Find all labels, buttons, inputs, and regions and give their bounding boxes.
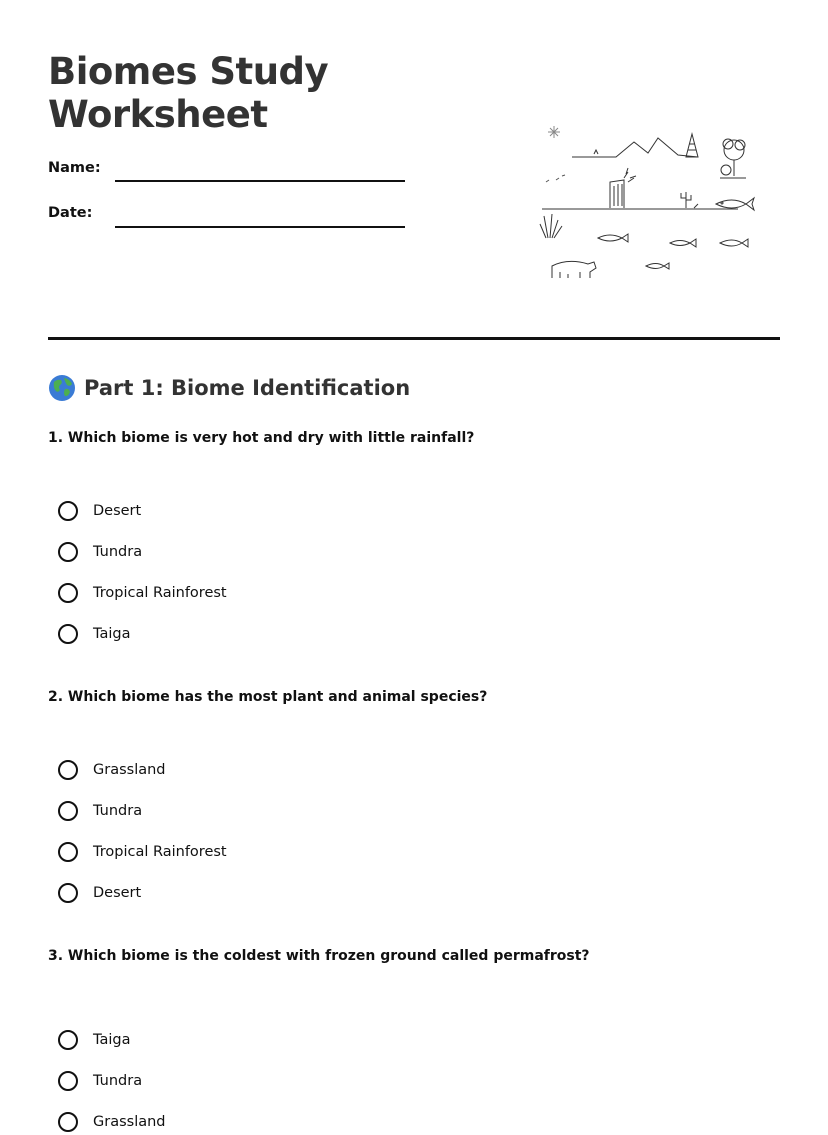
option-label: Taiga: [93, 626, 131, 642]
option-tropical-rainforest[interactable]: [58, 580, 227, 606]
radio-button[interactable]: [58, 542, 78, 562]
option-label: Desert: [93, 885, 142, 901]
question-text: 1. Which biome is very hot and dry with little rainfall?: [48, 430, 475, 446]
pine-tree-icon: [686, 134, 698, 157]
bear-icon: [552, 261, 596, 278]
question-2: [48, 687, 788, 901]
snowflake-icon: [548, 126, 560, 138]
tree-icon: [720, 139, 746, 178]
option-label: Tropical Rainforest: [93, 585, 227, 601]
option-label: Desert: [93, 503, 142, 519]
option-taiga[interactable]: [58, 621, 130, 647]
question-3: [48, 946, 788, 1130]
mountains-icon: [572, 138, 698, 157]
globe-icon: [48, 374, 76, 402]
cactus-icon: [681, 192, 698, 208]
radio-button[interactable]: [58, 501, 78, 521]
option-label: Tropical Rainforest: [93, 844, 227, 860]
option-label: Grassland: [93, 762, 166, 778]
name-field[interactable]: [115, 180, 405, 182]
part1-heading: [48, 374, 410, 402]
waterfall-icon: [610, 168, 636, 208]
option-tropical-rainforest[interactable]: [58, 839, 227, 865]
radio-button[interactable]: [58, 842, 78, 862]
date-label: Date:: [48, 205, 93, 221]
fish-icon: [720, 239, 748, 247]
option-label: Tundra: [93, 1073, 143, 1089]
name-label: Name:: [48, 160, 101, 176]
fish-icon: [716, 198, 754, 210]
grass-icon: [540, 214, 562, 238]
question-1: [48, 428, 788, 642]
question-text: 3. Which biome is the coldest with frozen ground called permafrost?: [48, 948, 590, 964]
fish-icon: [646, 263, 669, 269]
question-text: 2. Which biome has the most plant and animal species?: [48, 689, 488, 705]
fish-icon: [670, 239, 696, 247]
radio-button[interactable]: [58, 583, 78, 603]
radio-button[interactable]: [58, 1112, 78, 1132]
option-desert[interactable]: [58, 498, 141, 524]
radio-button[interactable]: [58, 760, 78, 780]
radio-button[interactable]: [58, 1030, 78, 1050]
option-desert[interactable]: [58, 880, 141, 906]
option-taiga[interactable]: [58, 1027, 130, 1053]
option-tundra[interactable]: [58, 539, 142, 565]
worksheet-title: Biomes Study Worksheet: [48, 50, 329, 136]
option-label: Grassland: [93, 1114, 166, 1130]
option-label: Taiga: [93, 1032, 131, 1048]
option-label: Tundra: [93, 544, 143, 560]
option-tundra[interactable]: [58, 798, 142, 824]
option-tundra[interactable]: [58, 1068, 142, 1094]
option-grassland[interactable]: [58, 1109, 166, 1135]
radio-button[interactable]: [58, 624, 78, 644]
biomes-sketch-icon: [538, 120, 760, 288]
fish-icon: [598, 234, 628, 242]
section-divider: [48, 337, 780, 340]
radio-button[interactable]: [58, 883, 78, 903]
radio-button[interactable]: [58, 1071, 78, 1091]
option-grassland[interactable]: [58, 757, 166, 783]
date-field[interactable]: [115, 226, 405, 228]
radio-button[interactable]: [58, 801, 78, 821]
part1-title: Part 1: Biome Identification: [84, 376, 411, 400]
option-label: Tundra: [93, 803, 143, 819]
